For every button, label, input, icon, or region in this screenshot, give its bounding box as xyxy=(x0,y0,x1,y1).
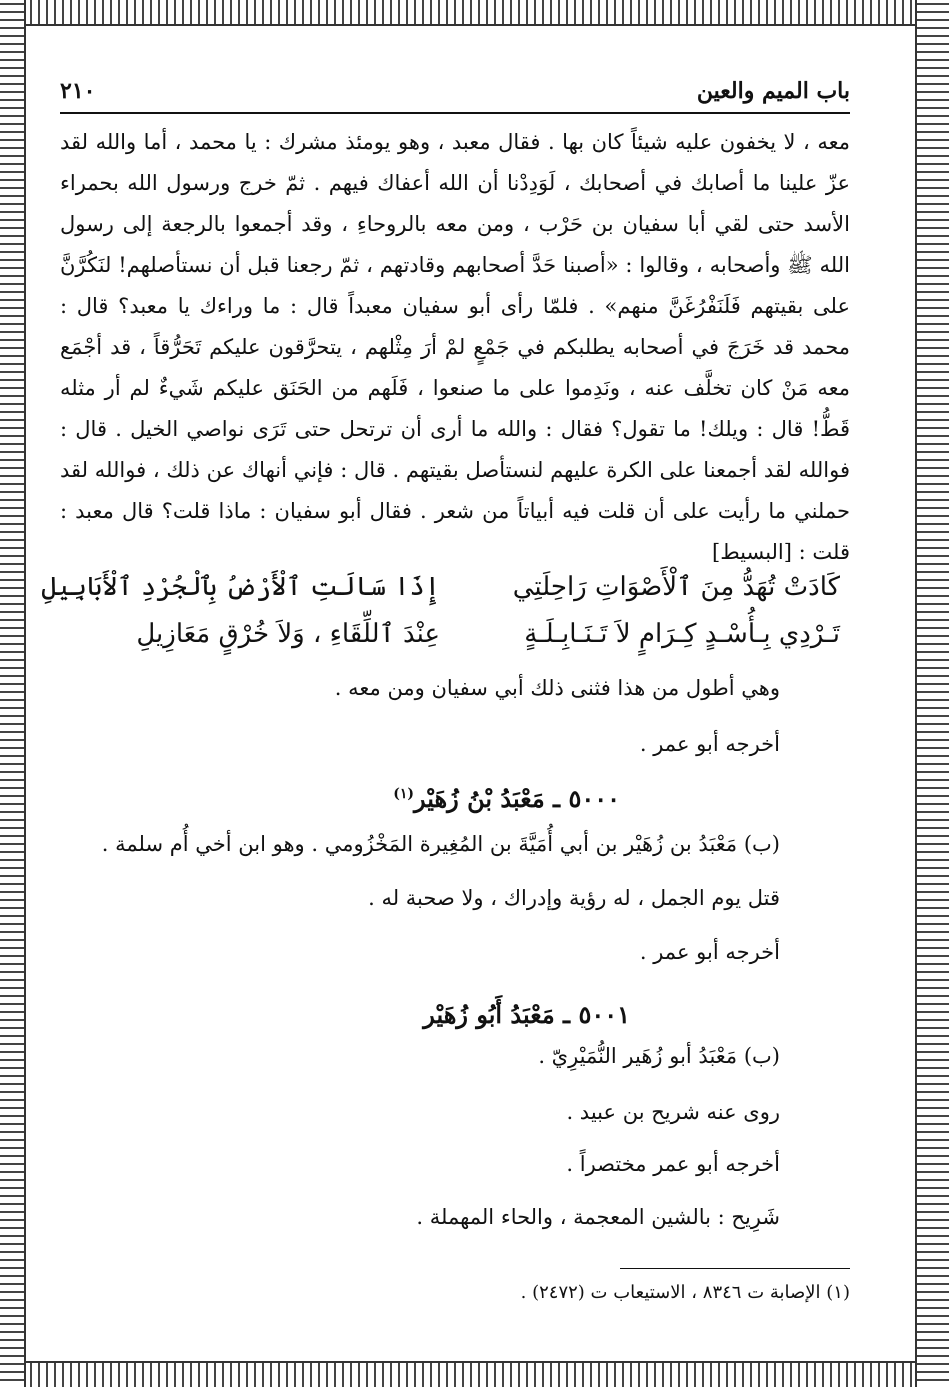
entry-5000-line-1: (ب) مَعْبَدُ بن زُهَيْر بن أبي أُمَيَّةَ بن المُغِيرة المَخْزُومي . وهو ابن أخي أُم سلمة . xyxy=(101,832,780,856)
narrative-paragraph: معه ، لا يخفون عليه شيئاً كان بها . فقال معبد ، وهو يومئذ مشرك : يا محمد ، أما والله لقد عزّ علينا ما أصابك في أصحابك ، لَوَدِدْنا أن الله أعفاك فيهم . ثمّ خرج ورسول الله بحمراء الأسد حتى لقي أبا سفيان بن حَرْب ، ومن معه بالروحاءِ ، وقد أجمعوا بالرجعة إلى رسول الله ﷺ وأصحابه ، وقالوا : «أصبنا حَدَّ أصحابهم وقادتهم ، ثمّ رجعنا قبل أن نستأصلهم! لنَكُرَّنَّ على بقيتهم فَلَنَفْرُغَنَّ منهم» . فلمّا رأى أبو سفيان معبداً قال : ما وراءك يا معبد؟ قال : محمد قد خَرَجَ في أصحابه يطلبكم في جَمْعٍ لمْ أرَ مِثْلهم ، يتحرَّقون عليكم تَحَرُّقاً ، قد أجْمَع معه مَنْ كان تخلَّف عنه ، ونَدِموا على ما صنعوا ، فَلَهم من الحَنَق عليكم شَيءٌ لم أر مثله قَطُّ! قال : ويلك! ما تقول؟ فقال : والله ما أرى أن ترتحل حتى تَرَى نواصي الخيل . قال : فوالله لقد أجمعنا على الكرة عليهم لنستأصل بقيتهم . قال : فإني أنهاك عن ذلك ، فوالله لقد حملني ما رأيت على أن قلت فيه أبياتاً من شعر . فقال أبو سفيان : ماذا قلت؟ قال معبد : قلت : [البسيط] xyxy=(60,130,850,564)
verse-first-hemistich: كَادَتْ تُهَدُّ مِنَ ٱلْأَصْوَاتِ رَاحِلَتِي xyxy=(512,572,840,602)
entry-heading-5001: ٥٠٠١ ـ مَعْبَدُ أَبُو زُهَيْر xyxy=(423,1000,630,1029)
verse-second-hemistich: إِذَا سَالَتِ ٱلْأَرْضُ بِٱلْجُرْدِ ٱلْأَبَابِيلِ xyxy=(41,572,440,602)
verse-line xyxy=(41,572,850,619)
ornamental-border-right xyxy=(915,0,949,1387)
footnote-reference: (١) xyxy=(393,786,415,802)
running-head xyxy=(60,78,850,114)
running-title: باب الميم والعين xyxy=(696,78,850,104)
entry-heading-text: ٥٠٠٠ ـ مَعْبَدُ بْنُ زُهَيْر xyxy=(414,784,620,813)
entry-5001-line-3: أخرجه أبو عمر مختصراً . xyxy=(566,1152,780,1176)
entry-5001-line-4: شَرِيح : بالشين المعجمة ، والحاء المهملة . xyxy=(416,1205,780,1229)
footnote: (١) الإصابة ت ٨٣٤٦ ، الاستيعاب ت (٢٤٧٢) . xyxy=(520,1282,850,1303)
footnote-divider xyxy=(620,1268,850,1269)
verse-line xyxy=(60,619,850,666)
verse-second-hemistich: عِنْدَ ٱللِّقَاءِ ، وَلاَ خُرْقٍ مَعَازِيلِ xyxy=(136,619,440,649)
entry-5001-line-2: روى عنه شريح بن عبيد . xyxy=(566,1100,780,1124)
book-page xyxy=(41,0,850,1387)
source-note: أخرجه أبو عمر . xyxy=(639,732,780,756)
ornamental-border-left xyxy=(0,0,26,1387)
entry-5000-line-3: أخرجه أبو عمر . xyxy=(639,940,780,964)
entry-5000-line-2: قتل يوم الجمل ، له رؤية وإدراك ، ولا صحبة له . xyxy=(368,886,780,910)
entry-heading-5000 xyxy=(393,784,620,813)
page-number: ٢١٠ xyxy=(60,78,96,104)
poem-verses xyxy=(41,572,850,666)
after-verses-text: وهي أطول من هذا فثنى ذلك أبي سفيان ومن معه . xyxy=(334,676,780,700)
verse-first-hemistich: تَـرْدِي بِـأُسْـدٍ كِـرَامٍ لاَ تَـنَـابِـلَـةٍ xyxy=(524,619,840,649)
entry-5001-line-1: (ب) مَعْبَدُ أبو زُهَير النُّمَيْرِيّ . xyxy=(538,1044,780,1068)
